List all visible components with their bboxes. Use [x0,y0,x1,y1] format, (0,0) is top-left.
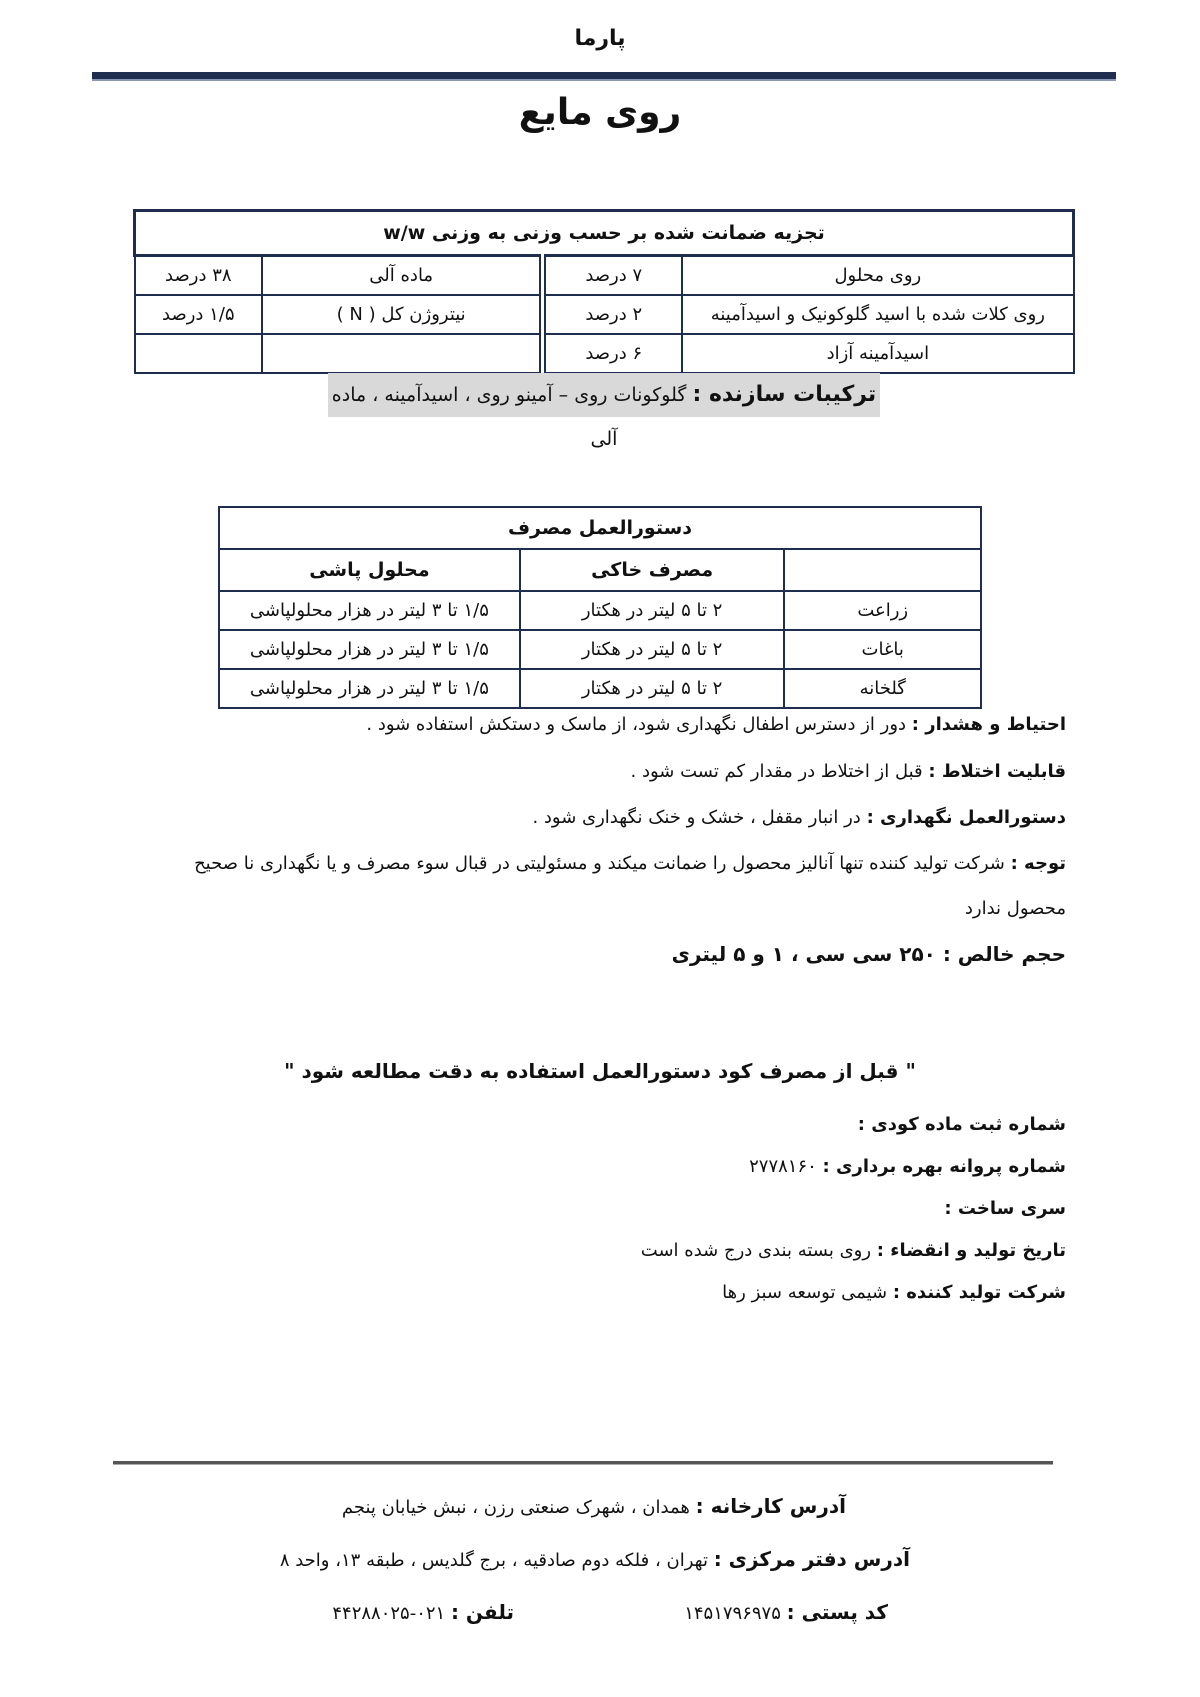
factory-address [342,1494,846,1518]
phone-value: ۰۲۱-۴۴۲۸۸۰۲۵ [332,1603,446,1624]
analysis-left-value [135,334,263,373]
composition-label: ترکیبات سازنده : [692,382,877,407]
dates-value: روی بسته بندی درج شده است [640,1240,872,1261]
mixing-text: قبل از اختلاط در مقدار کم تست شود . [630,761,923,782]
factory-address-label: آدرس کارخانه : [695,1494,846,1518]
note-text-continued: محصول ندارد [964,898,1066,919]
analysis-right-value: ۲ درصد [543,295,682,334]
batch-label: سری ساخت : [944,1198,1066,1219]
usage-header-spray: محلول پاشی [219,549,520,591]
net-volume: حجم خالص : ۲۵۰ سی سی ، ۱ و ۵ لیتری [671,942,1066,966]
caution-text: دور از دسترس اطفال نگهداری شود، از ماسک و دستکش استفاده شود . [366,714,907,735]
table-header-row [219,549,981,591]
table-row [219,630,981,669]
analysis-table-title: تجزیه ضمانت شده بر حسب وزنی به وزنی w/w [135,211,1074,256]
license-line [166,1156,1066,1177]
analysis-left-value: ۳۸ درصد [135,256,263,296]
dates-label: تاریخ تولید و انقضاء : [876,1240,1066,1261]
analysis-left-value: ۱/۵ درصد [135,295,263,334]
phone-label: تلفن : [450,1600,514,1624]
analysis-right-name: اسیدآمینه آزاد [682,334,1073,373]
phone-number [332,1600,514,1624]
bottom-divider [113,1461,1053,1465]
registration-line [166,1114,1066,1135]
table-row [219,591,981,630]
usage-soil: ۲ تا ۵ لیتر در هکتار [520,630,785,669]
office-address [280,1547,910,1571]
usage-spray: ۱/۵ تا ۳ لیتر در هزار محلولپاشی [219,591,520,630]
note-text: شرکت تولید کننده تنها آنالیز محصول را ضمانت میکند و مسئولیتی در قبال سوء مصرف و یا نگهداری نا صحیح [194,853,1005,874]
manufacturer-line [166,1282,1066,1303]
table-row [135,256,1074,296]
caution-line [166,714,1066,735]
read-instructions-notice: " قبل از مصرف کود دستورالعمل استفاده به دقت مطالعه شود " [284,1059,916,1083]
table-row [219,669,981,708]
dates-line [166,1240,1066,1261]
office-address-label: آدرس دفتر مرکزی : [713,1547,910,1571]
usage-crop: زراعت [784,591,981,630]
analysis-right-name: روی محلول [682,256,1073,296]
manufacturer-label: شرکت تولید کننده : [892,1282,1066,1303]
factory-address-value: همدان ، شهرک صنعتی رزن ، نبش خیابان پنجم [341,1497,690,1518]
note-line [106,853,1066,874]
usage-crop: باغات [784,630,981,669]
usage-spray: ۱/۵ تا ۳ لیتر در هزار محلولپاشی [219,669,520,708]
batch-line [166,1198,1066,1219]
caution-label: احتیاط و هشدار : [911,714,1066,735]
usage-spray: ۱/۵ تا ۳ لیتر در هزار محلولپاشی [219,630,520,669]
analysis-table [133,209,1075,374]
usage-soil: ۲ تا ۵ لیتر در هکتار [520,669,785,708]
usage-table [218,506,982,709]
license-value: ۲۷۷۸۱۶۰ [749,1156,817,1177]
usage-soil: ۲ تا ۵ لیتر در هکتار [520,591,785,630]
manufacturer-value: شیمی توسعه سبز رها [722,1282,888,1303]
postal-code-label: کد پستی : [786,1600,888,1624]
storage-line [166,807,1066,828]
registration-label: شماره ثبت ماده کودی : [857,1114,1066,1135]
license-label: شماره پروانه بهره برداری : [822,1156,1066,1177]
mixing-line [166,761,1066,782]
usage-header-crop [784,549,981,591]
usage-header-soil: مصرف خاکی [520,549,785,591]
composition-value: گلوکونات روی – آمینو روی ، اسیدآمینه ، ماده آلی [331,384,687,450]
note-label: توجه : [1010,853,1066,874]
analysis-right-value: ۶ درصد [543,334,682,373]
postal-code [684,1600,888,1624]
mixing-label: قابلیت اختلاط : [928,761,1066,782]
table-row [135,295,1074,334]
analysis-left-name [262,334,543,373]
storage-label: دستورالعمل نگهداری : [866,807,1066,828]
top-divider [92,72,1116,81]
product-title: روی مایع [518,92,682,133]
analysis-left-name: ماده آلی [262,256,543,296]
storage-text: در انبار مقفل ، خشک و خنک نگهداری شود . [532,807,861,828]
usage-crop: گلخانه [784,669,981,708]
analysis-right-name: روی کلات شده با اسید گلوکونیک و اسیدآمینه [682,295,1073,334]
composition-box [328,373,880,450]
postal-code-value: ۱۴۵۱۷۹۶۹۷۵ [684,1603,781,1624]
analysis-right-value: ۷ درصد [543,256,682,296]
brand-name: پارما [574,26,626,51]
usage-table-title: دستورالعمل مصرف [219,507,981,549]
table-row [135,334,1074,373]
office-address-value: تهران ، فلکه دوم صادقیه ، برج گلدیس ، طبقه ۱۳، واحد ۸ [279,1550,708,1571]
analysis-left-name: نیتروژن کل ( N ) [262,295,543,334]
